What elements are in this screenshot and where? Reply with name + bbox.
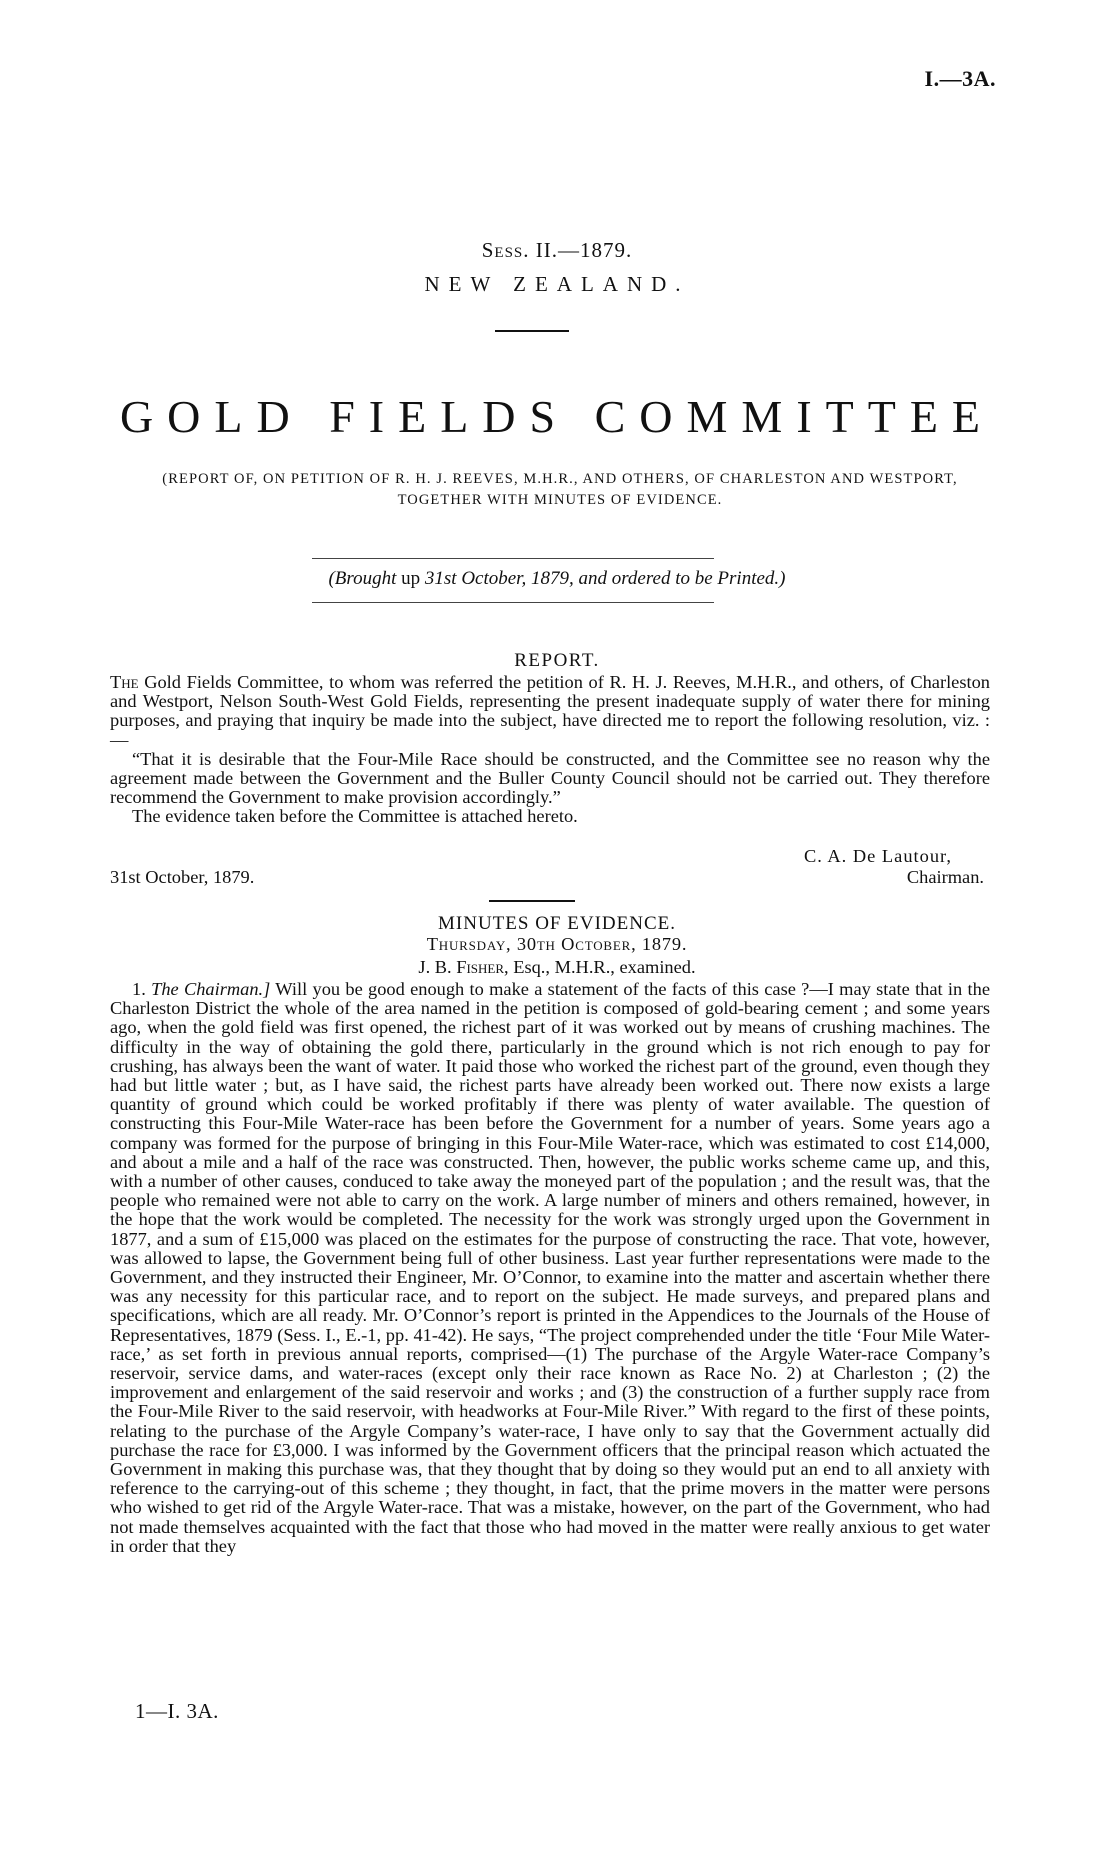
session-line: Sess. II.—1879.	[481, 238, 633, 262]
page-number: I.—3A.	[924, 66, 996, 91]
report-paragraph-1-text: Gold Fields Committee, to whom was referred the petition of R. H. J. Reeves, M.H.R., and others, of Charleston and Westport, Nelson South-West Gold Fields, representing the present inadequate supply of water there for mining purposes, and praying that inquiry be made into the subject, have directed me to report the following resolution, viz. :—	[110, 672, 990, 750]
question-number: 1.	[132, 979, 146, 999]
footer-signature: 1—I. 3A.	[135, 1699, 219, 1723]
brought-up-line	[0, 568, 1114, 590]
question-speaker: The Chairman.]	[151, 979, 271, 999]
witness-rest: Esq., M.H.R., examined.	[508, 957, 696, 977]
country-line: NEW ZEALAND.	[424, 272, 690, 296]
report-signatory-role: Chairman.	[906, 867, 984, 887]
report-signatory-name: C. A. De Lautour,	[803, 846, 952, 866]
report-body	[110, 673, 990, 827]
minutes-rule	[489, 900, 575, 902]
evidence-paragraph	[110, 980, 990, 1556]
brought-up-rule-top	[312, 558, 714, 559]
brought-up-rule-bottom	[312, 602, 714, 603]
report-lead-word: The	[110, 672, 139, 692]
brought-up-rest: 31st October, 1879, and ordered to be Printed.)	[424, 568, 786, 589]
report-paragraph-1	[110, 673, 990, 750]
minutes-date: Thursday, 30th October, 1879.	[426, 934, 688, 954]
brought-up-up: up	[401, 568, 421, 589]
report-evidence-note: The evidence taken before the Committee is attached hereto.	[132, 806, 578, 827]
title-rule	[495, 330, 569, 332]
witness-line	[0, 957, 1114, 978]
document-title: GOLD FIELDS COMMITTEE	[119, 391, 995, 442]
document-subtitle: (REPORT OF, ON PETITION OF R. H. J. REEVES, M.H.R., AND OTHERS, OF CHARLESTON AND WESTPORT, TOGETHER WITH MINUTES OF EVIDENCE.	[162, 471, 958, 508]
report-date: 31st October, 1879.	[110, 867, 255, 887]
evidence-text: Will you be good enough to make a statement of the facts of this case ?—I may state that in the Charleston District the whole of the area named in the petition is composed of gold-bearing cement ; and some years ago, when the gold field was first opened, the richest part of it was worked out by means of crushing machines. The difficulty in the way of obtaining the gold there, particularly in the ground which is not rich enough to pay for crushing, has always been the want of water. It paid those who worked the richest part of the ground, even though they had but little water ; but, as I have said, the richest parts have already been worked out. There now exists a large quantity of ground which could be worked profitably if there was plenty of water available. The question of constructing this Four-Mile Water-race has been before the Government for a number of years. Some years ago a company was formed for the purpose of bringing in this Four-Mile Water-race, which was estimated to cost £14,000, and about a mile and a half of the race was constructed. Then, however, the public works scheme came up, and this, with a number of other causes, conduced to take away the moneyed part of the population ; and the result was, that the people who remained were not able to carry on the work. A large number of miners and others remained, however, in the hope that the work would be completed. The necessity for the work was strongly urged upon the Government in 1877, and a sum of £15,000 was placed on the estimates for the purpose of constructing the race. That vote, however, was allowed to lapse, the Government being full of other business. Last year further representations were made to the Government, and they instructed their Engineer, Mr. O’Connor, to examine into the matter and ascertain whether there was any necessity for this particular race, and to report on the subject. He made surveys, and prepared plans and specifications, which are all ready. Mr. O’Connor’s report is printed in the Appendices to the Journals of the House of Representatives, 1879 (Sess. I., E.-1, pp. 41-42). He says, “The project comprehended under the title ‘Four Mile Water-race,’ as set forth in previous annual reports, comprised—(1) The purchase of the Argyle Water-race Company’s reservoir, service dams, and water-races (except only their race known as Race No. 2) at Charleston ; (2) the improvement and enlargement of the said reservoir and works ; and (3) the construction of a further supply race from the Four-Mile River to the said reservoir, with headworks at Four-Mile River.” With regard to the first of these points, relating to the purchase of the Argyle Company’s water-race, I have only to say that the Government actually did purchase the race for £3,000. I was informed by the Government officers that the principal reason which actuated the Government in making this purchase was, that they thought that by doing so they would put an end to all anxiety with reference to the carrying-out of this scheme ; they thought, in fact, that the prime movers in the matter were persons who wished to get rid of the Argyle Water-race. That was a mistake, however, on the part of the Government, who had not made themselves acquainted with the fact that those who had moved in the matter were really anxious to get water in order that they	[110, 979, 990, 1556]
evidence-body	[110, 980, 990, 1556]
report-heading: REPORT.	[514, 650, 600, 671]
brought-up-open: (Brought	[328, 568, 397, 589]
minutes-heading: MINUTES OF EVIDENCE.	[438, 913, 676, 934]
report-resolution: “That it is desirable that the Four-Mile Race should be constructed, and the Committee see no reason why the agreement made between the Government and the Buller County Council should not be carried out. They therefore recommend the Government to make provision accordingly.”	[110, 748, 990, 808]
witness-name: J. B. Fisher,	[418, 957, 509, 977]
